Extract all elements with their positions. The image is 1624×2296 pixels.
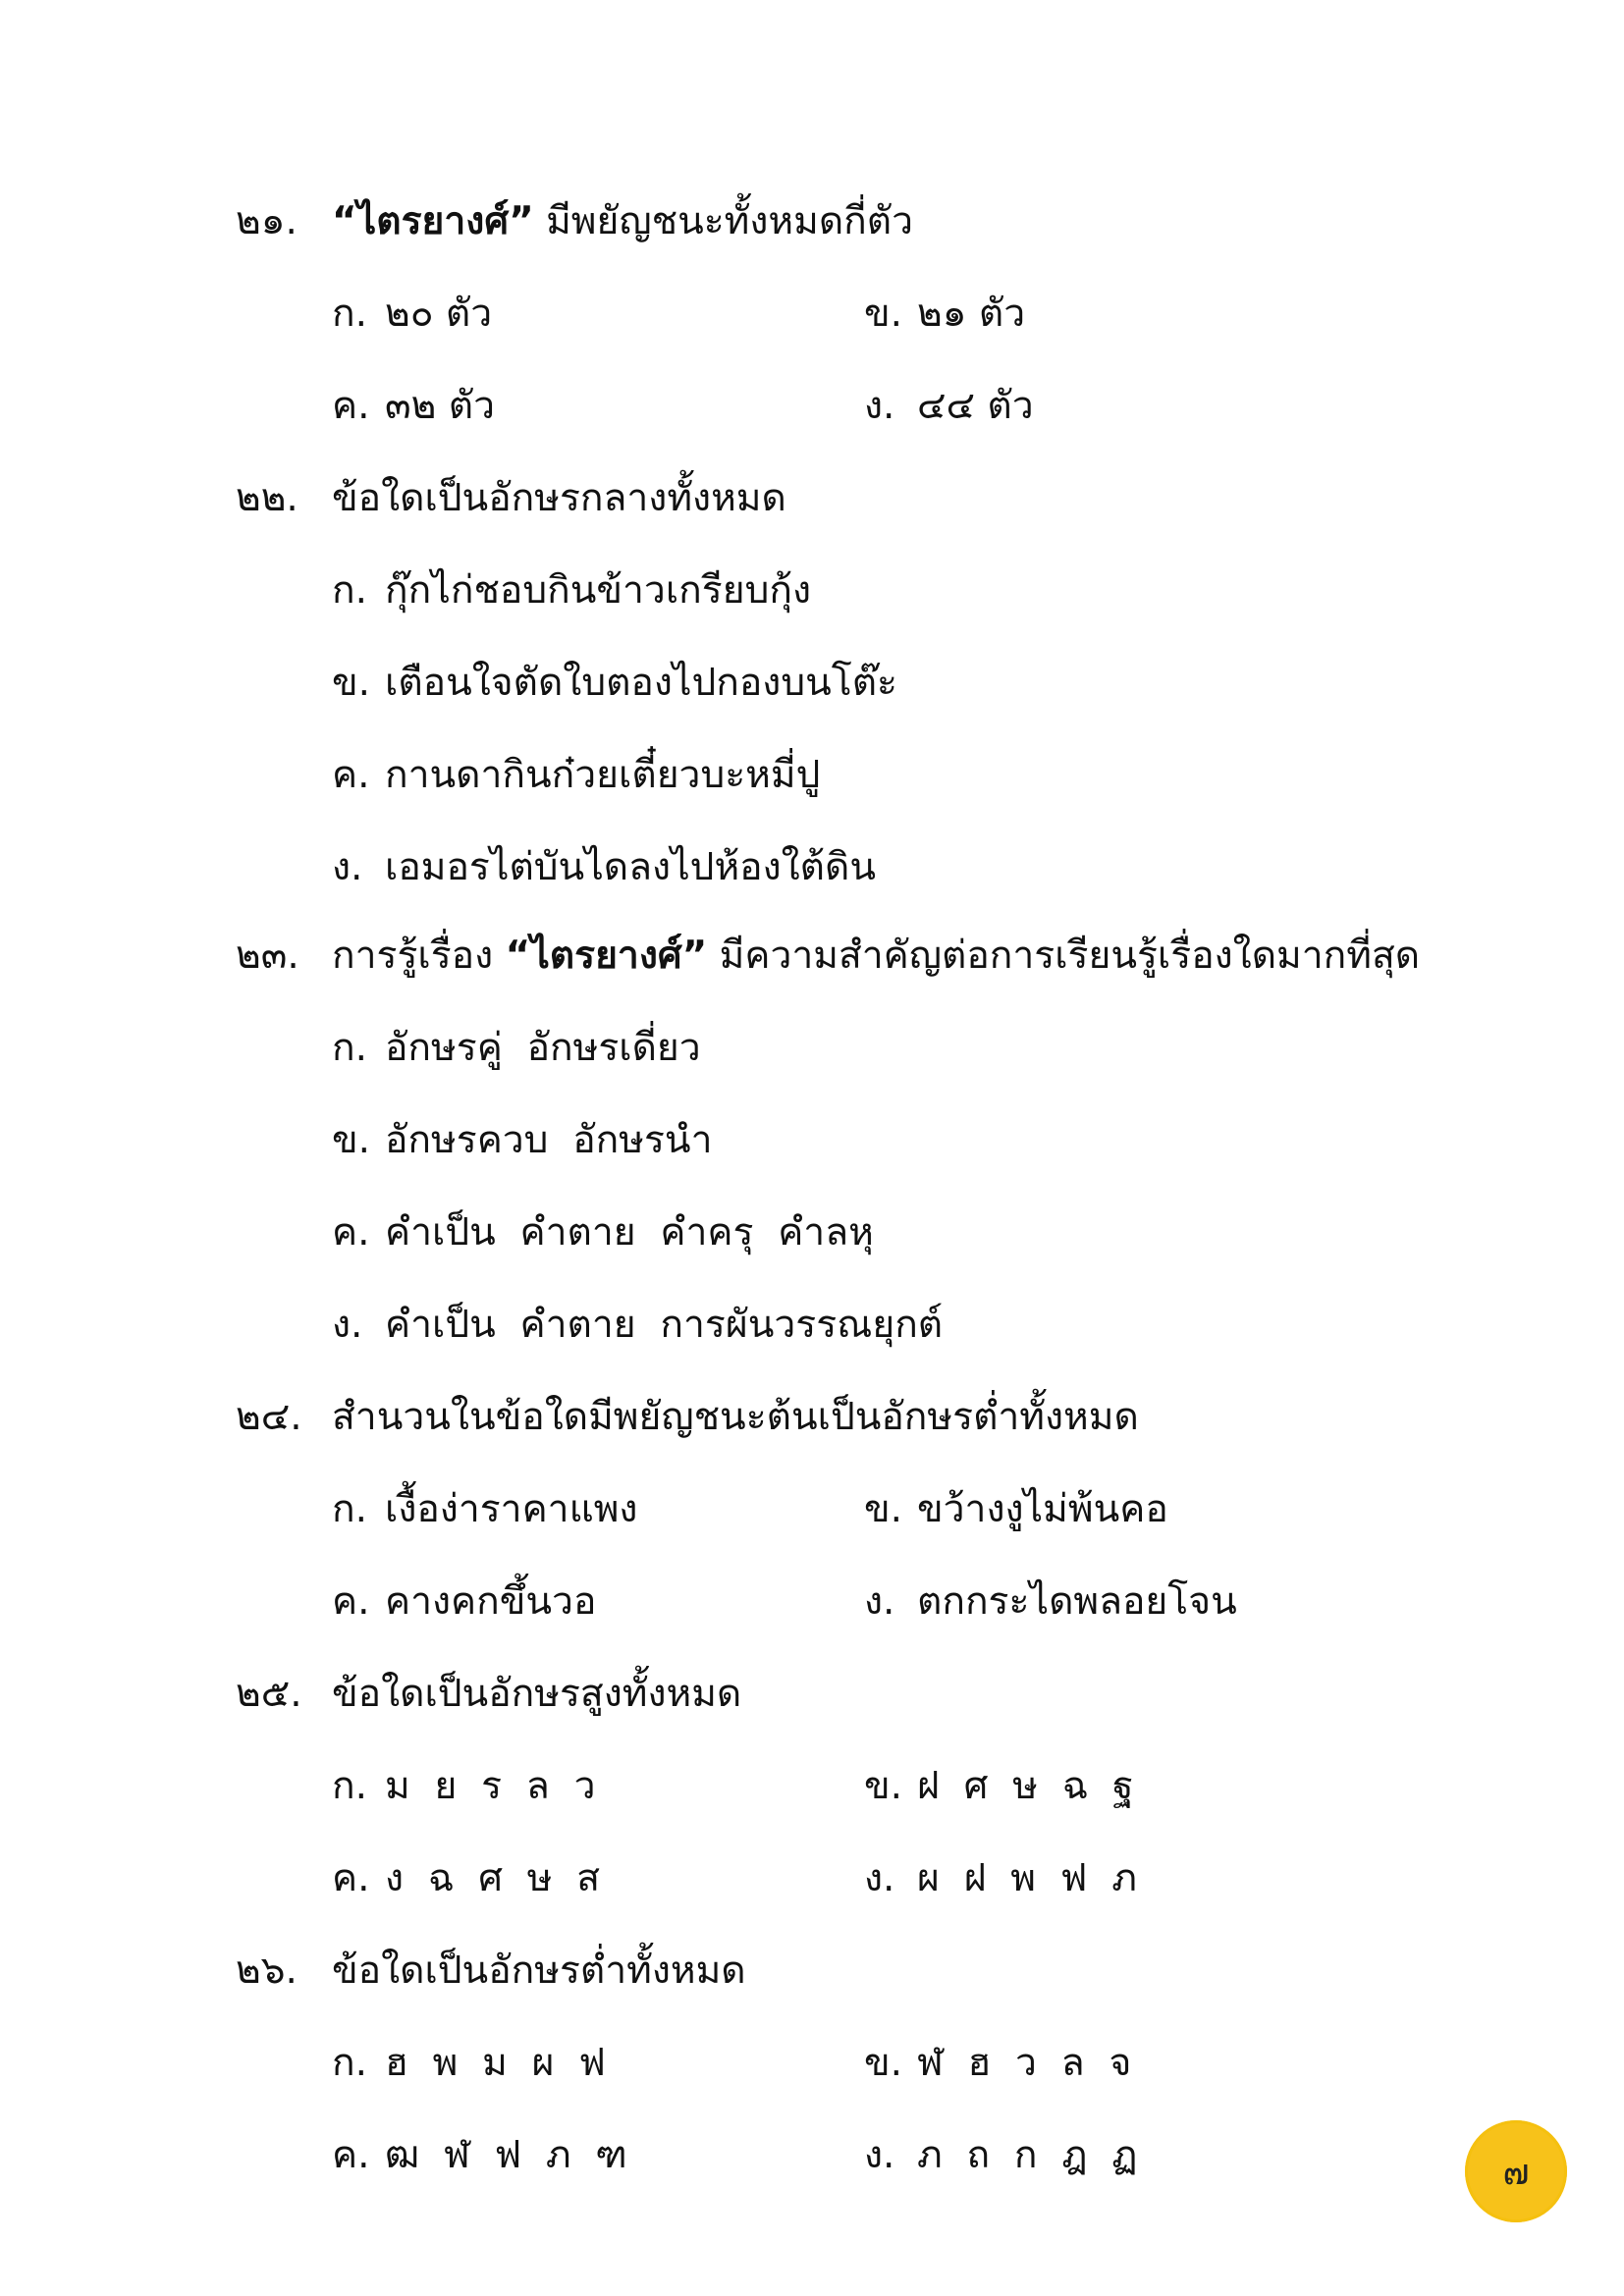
option-text: กานดากินก๋วยเตี๋ยวบะหมี่ปู [385, 753, 821, 797]
option [332, 1111, 712, 1170]
option-b [864, 2034, 1131, 2093]
option-label: ง. [864, 2133, 895, 2177]
question-text-part: “ไตรยางศ์” [505, 934, 708, 978]
option-label: ง. [864, 1579, 895, 1624]
option [332, 1203, 874, 1262]
option [332, 746, 820, 805]
option-text: ฬ ฮ ว ล จ [917, 2041, 1132, 2085]
option [332, 561, 811, 620]
option-text: อักษรคู่ อักษรเดี่ยว [385, 1026, 701, 1070]
option-d [864, 1849, 1137, 1908]
option-text: ฒ ฬ ฟ ภ ฑ [385, 2133, 627, 2177]
option-a [332, 2034, 606, 2093]
option-label: ก. [332, 1026, 368, 1070]
question-number: ๒๓. [236, 934, 299, 978]
question-text: ข้อใดเป็นอักษรกลางทั้งหมด [332, 476, 786, 520]
option-text: ๒๐ ตัว [385, 292, 493, 336]
option-label: ค. [332, 1210, 370, 1255]
option-text: คำเป็น คำตาย คำครุ คำลหุ [385, 1210, 874, 1255]
option-text: ตกกระไดพลอยโจน [917, 1579, 1237, 1624]
option-label: ข. [332, 1118, 371, 1162]
option-label: ก. [332, 568, 368, 613]
option-a [332, 285, 492, 344]
question-number: ๒๕. [236, 1672, 302, 1716]
option-d [864, 377, 1034, 436]
option-c [332, 2126, 627, 2185]
option-text: คำเป็น คำตาย การผันวรรณยุกต์ [385, 1303, 944, 1347]
option-text: เอมอรไต่บันไดลงไปห้องใต้ดิน [385, 845, 876, 889]
option-label: ข. [332, 661, 371, 705]
option [332, 1296, 943, 1355]
option-label: ค. [332, 384, 370, 428]
option [332, 838, 876, 897]
option-text: กุ๊กไก่ชอบกินข้าวเกรียบกุ้ง [385, 568, 811, 613]
option-a [332, 1480, 637, 1539]
option-label: ง. [332, 1303, 363, 1347]
question-text-part: การรู้เรื่อง [332, 934, 506, 978]
option-text: ง ฉ ศ ษ ส [385, 1856, 601, 1900]
option-text: ๓๒ ตัว [385, 384, 495, 428]
option-c [332, 1573, 596, 1631]
option-label: ก. [332, 1487, 368, 1531]
option-c [332, 1849, 600, 1908]
option-text: อักษรควบ อักษรนำ [385, 1118, 713, 1162]
option-b [864, 285, 1025, 344]
option-a [332, 1757, 595, 1816]
option-label: ข. [864, 1764, 903, 1808]
option-text: คางคกขึ้นวอ [385, 1579, 597, 1624]
option-label: ง. [864, 1856, 895, 1900]
option-label: ก. [332, 292, 368, 336]
option-label: ก. [332, 2041, 368, 2085]
option-text: ขว้างงูไม่พ้นคอ [917, 1487, 1168, 1531]
option-b [864, 1480, 1168, 1539]
question-text: สำนวนในข้อใดมีพยัญชนะต้นเป็นอักษรต่ำทั้งหมด [332, 1395, 1139, 1439]
option-c [332, 377, 495, 436]
option-text: ฮ พ ม ผ ฟ [385, 2041, 606, 2085]
question-text: ข้อใดเป็นอักษรต่ำทั้งหมด [332, 1949, 746, 1993]
page-number: ๗ [1502, 2152, 1530, 2193]
question-text [332, 927, 1420, 986]
question-number: ๒๔. [236, 1395, 302, 1439]
question-text-part: มีพยัญชนะทั้งหมดกี่ตัว [533, 199, 914, 243]
option [332, 654, 897, 713]
option-label: ง. [332, 845, 363, 889]
option-label: ข. [864, 1487, 903, 1531]
option-text: ๔๔ ตัว [917, 384, 1034, 428]
question-number: ๒๒. [236, 476, 298, 520]
option-label: ข. [864, 292, 903, 336]
option-label: ก. [332, 1764, 368, 1808]
option-label: ค. [332, 1856, 370, 1900]
option-label: ค. [332, 2133, 370, 2177]
question-text-part: มีความสำคัญต่อการเรียนรู้เรื่องใดมากที่สุด [707, 934, 1421, 978]
question-number: ๒๖. [236, 1949, 298, 1993]
option-text: ภ ถ ก ฎ ฏ [917, 2133, 1138, 2177]
question-text: ข้อใดเป็นอักษรสูงทั้งหมด [332, 1672, 742, 1716]
option-label: ค. [332, 1579, 370, 1624]
question-text-part: “ไตรยางศ์” [332, 199, 534, 243]
option-text: ม ย ร ล ว [385, 1764, 596, 1808]
option-label: ง. [864, 384, 895, 428]
question-text [332, 192, 913, 251]
option [332, 1019, 701, 1078]
question-number: ๒๑. [236, 199, 298, 243]
page-number-badge [1465, 2120, 1567, 2222]
option-b [864, 1757, 1134, 1816]
option-label: ข. [864, 2041, 903, 2085]
option-text: เงื้อง่าราคาแพง [385, 1487, 638, 1531]
option-d [864, 1573, 1237, 1631]
option-d [864, 2126, 1137, 2185]
option-text: ๒๑ ตัว [917, 292, 1026, 336]
option-label: ค. [332, 753, 370, 797]
option-text: ผ ฝ พ ฟ ภ [917, 1856, 1137, 1900]
option-text: เตือนใจตัดใบตองไปกองบนโต๊ะ [385, 661, 897, 705]
option-text: ฝ ศ ษ ฉ ฐ [917, 1764, 1134, 1808]
